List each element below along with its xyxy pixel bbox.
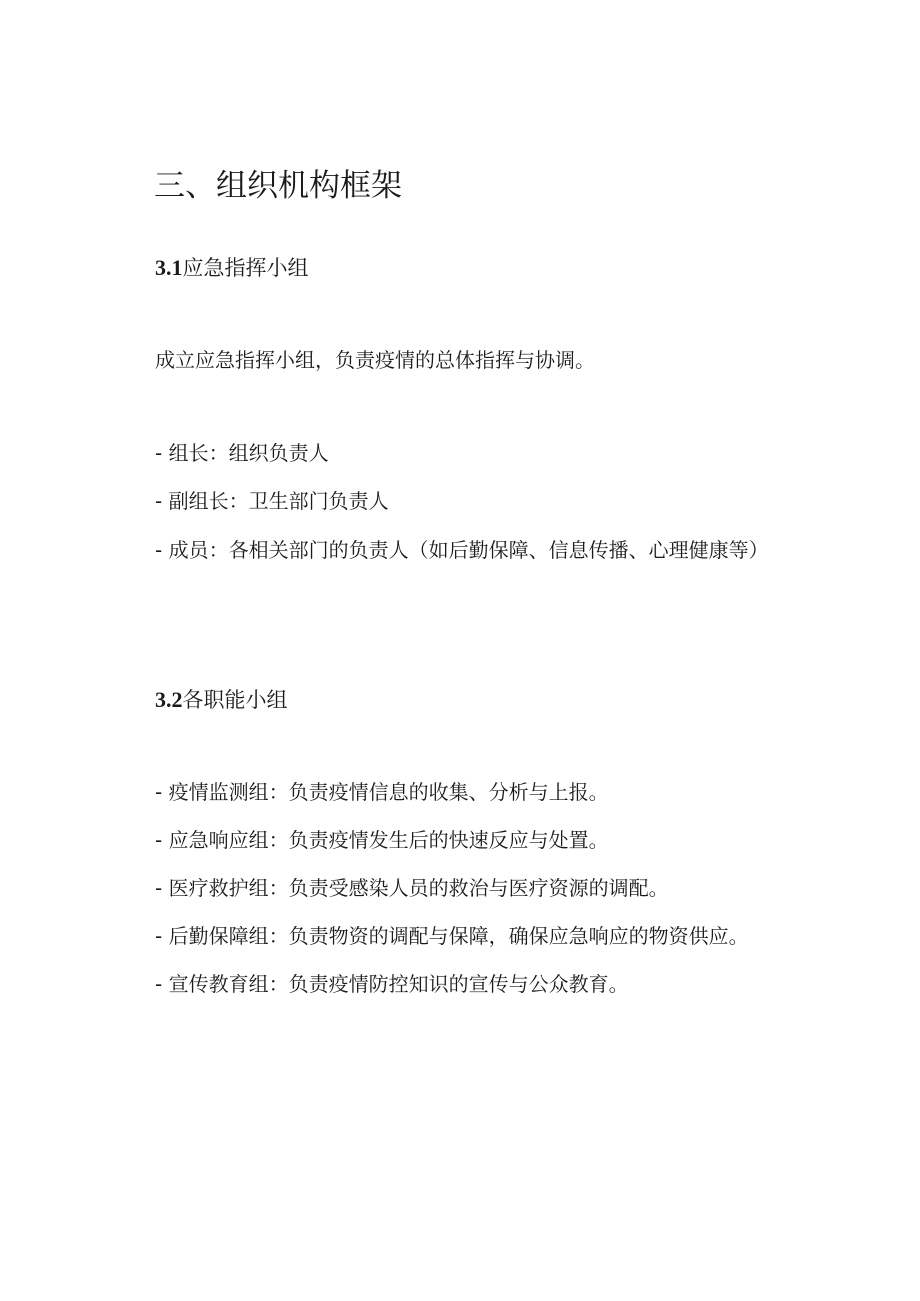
intro-paragraph: 成立应急指挥小组，负责疫情的总体指挥与协调。: [155, 348, 595, 372]
list-item-members: - 成员：各相关部门的负责人（如后勤保障、信息传播、心理健康等）: [155, 538, 769, 562]
list-item-medical-group: - 医疗救护组：负责受感染人员的救治与医疗资源的调配。: [155, 876, 669, 900]
subsection-number: 3.2: [155, 687, 183, 712]
list-item-education-group: - 宣传教育组：负责疫情防控知识的宣传与公众教育。: [155, 972, 629, 996]
subsection-number: 3.1: [155, 255, 183, 280]
list-item-deputy-leader: - 副组长：卫生部门负责人: [155, 489, 389, 513]
list-item-response-group: - 应急响应组：负责疫情发生后的快速反应与处置。: [155, 828, 609, 852]
section-title: 三、组织机构框架: [154, 168, 402, 204]
subsection-heading-3-2: [155, 685, 288, 715]
list-item-leader: - 组长：组织负责人: [155, 441, 329, 465]
subsection-title: 各职能小组: [182, 688, 288, 712]
subsection-title: 应急指挥小组: [182, 256, 309, 280]
subsection-heading-3-1: [155, 253, 309, 283]
list-item-logistics-group: - 后勤保障组：负责物资的调配与保障，确保应急响应的物资供应。: [155, 924, 749, 948]
list-item-monitoring-group: - 疫情监测组：负责疫情信息的收集、分析与上报。: [155, 780, 609, 804]
